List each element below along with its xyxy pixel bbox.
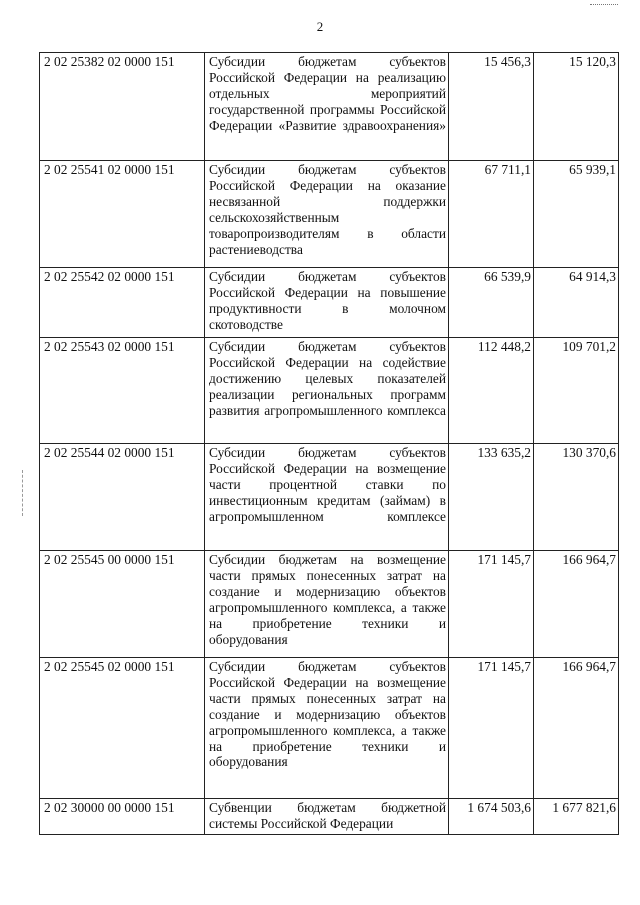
amount-year-2: 166 964,7 [534, 551, 619, 658]
budget-code: 2 02 25542 02 0000 151 [40, 268, 205, 338]
revenue-name: Субсидии бюджетам на возмещение части прямых понесенных затрат на создание и модернизацию объектов агропромышленного комплекса, а также на приобретение техники и оборудования [205, 551, 449, 658]
table-row [40, 444, 619, 551]
revenue-name: Субвенции бюджетам бюджетной системы Российской Федерации [205, 799, 449, 835]
scan-edge-mark [590, 4, 618, 5]
amount-year-2: 130 370,6 [534, 444, 619, 551]
budget-code: 2 02 25545 02 0000 151 [40, 658, 205, 799]
amount-year-2: 65 939,1 [534, 161, 619, 268]
scan-margin-mark [22, 470, 24, 516]
amount-year-1: 67 711,1 [449, 161, 534, 268]
table-row [40, 268, 619, 338]
revenue-name: Субсидии бюджетам субъектов Российской Федерации на оказание несвязанной поддержки сельскохозяйственным товаропроизводителям в области растениеводства [205, 161, 449, 268]
table-row [40, 161, 619, 268]
amount-year-2: 15 120,3 [534, 53, 619, 161]
amount-year-1: 171 145,7 [449, 658, 534, 799]
amount-year-2: 64 914,3 [534, 268, 619, 338]
amount-year-1: 66 539,9 [449, 268, 534, 338]
amount-year-1: 15 456,3 [449, 53, 534, 161]
table-row [40, 551, 619, 658]
revenue-name: Субсидии бюджетам субъектов Российской Федерации на возмещение части прямых понесенных затрат на создание и модернизацию объектов агропромышленного комплекса, а также на приобретение техники и оборудования [205, 658, 449, 799]
revenue-name: Субсидии бюджетам субъектов Российской Федерации на повышение продуктивности в молочном скотоводстве [205, 268, 449, 338]
table-row [40, 338, 619, 444]
table-row [40, 799, 619, 835]
budget-code: 2 02 25382 02 0000 151 [40, 53, 205, 161]
budget-code: 2 02 25544 02 0000 151 [40, 444, 205, 551]
budget-code: 2 02 25543 02 0000 151 [40, 338, 205, 444]
table-row [40, 53, 619, 161]
revenue-name: Субсидии бюджетам субъектов Российской Федерации на возмещение части процентной ставки по инвестиционным кредитам (займам) в агропромышленном комплексе [205, 444, 449, 551]
budget-code: 2 02 30000 00 0000 151 [40, 799, 205, 835]
table-row [40, 658, 619, 799]
amount-year-1: 1 674 503,6 [449, 799, 534, 835]
amount-year-2: 109 701,2 [534, 338, 619, 444]
revenue-name: Субсидии бюджетам субъектов Российской Федерации на реализацию отдельных мероприятий государственной программы Российской Федерации «Развитие здравоохранения» [205, 53, 449, 161]
budget-code: 2 02 25541 02 0000 151 [40, 161, 205, 268]
budget-code: 2 02 25545 00 0000 151 [40, 551, 205, 658]
amount-year-2: 166 964,7 [534, 658, 619, 799]
amount-year-2: 1 677 821,6 [534, 799, 619, 835]
revenue-name: Субсидии бюджетам субъектов Российской Федерации на содействие достижению целевых показателей реализации региональных программ развития агропромышленного комплекса [205, 338, 449, 444]
amount-year-1: 133 635,2 [449, 444, 534, 551]
amount-year-1: 112 448,2 [449, 338, 534, 444]
page-number: 2 [316, 19, 324, 34]
amount-year-1: 171 145,7 [449, 551, 534, 658]
budget-revenue-table [39, 52, 619, 835]
